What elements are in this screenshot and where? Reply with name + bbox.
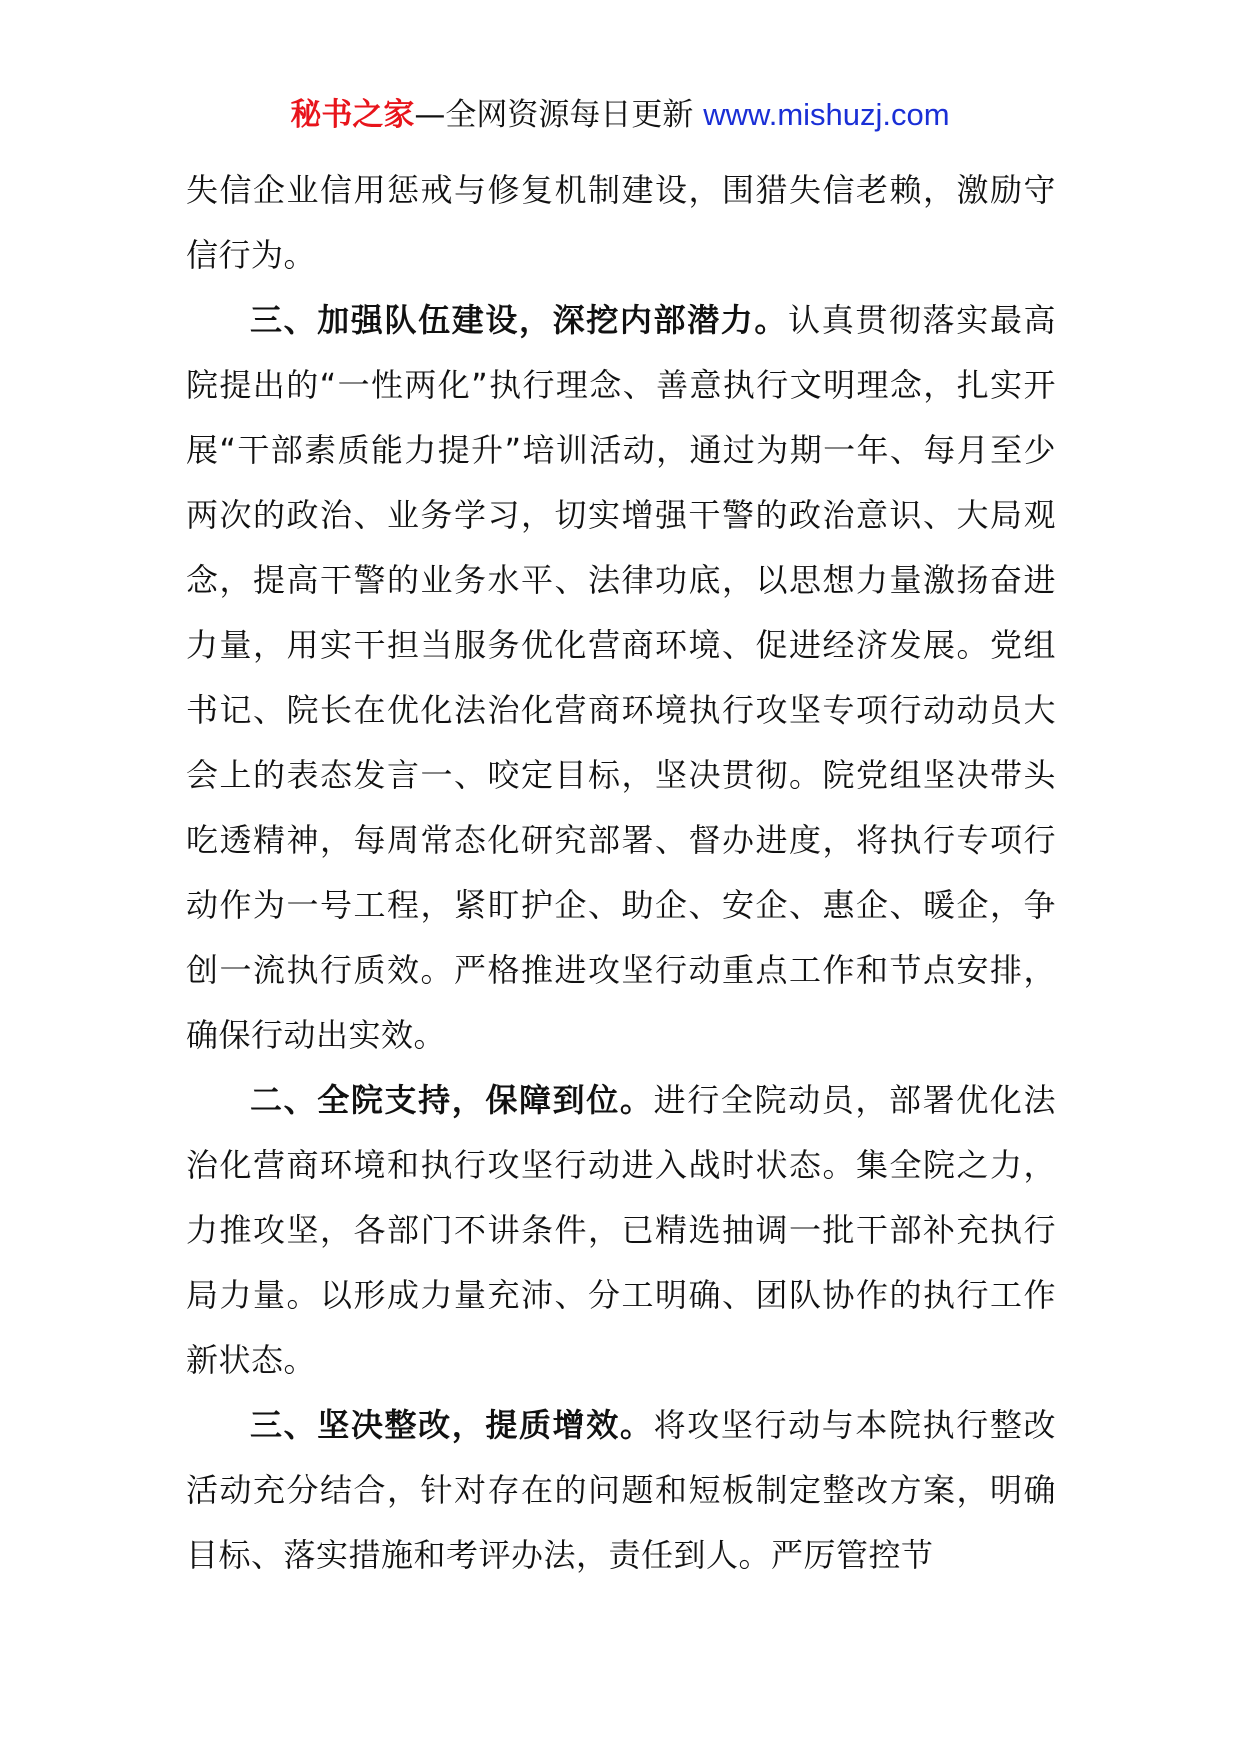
paragraph-continuation — [186, 158, 1056, 288]
paragraph-text: 失信企业信用惩戒与修复机制建设，围猎失信老赖，激励守信行为。 — [186, 171, 1056, 274]
paragraph-text: 进行全院动员，部署优化法治化营商环境和执行攻坚行动进入战时状态。集全院之力，力推攻坚，各部门不讲条件，已精选抽调一批干部补充执行局力量。以形成力量充沛、分工明确、团队协作的执行工作新状态。 — [186, 1081, 1056, 1379]
page-header — [0, 95, 1240, 135]
paragraph-heading: 三、坚决整改，提质增效。 — [250, 1406, 654, 1444]
paragraph-heading: 三、加强队伍建设，深挖内部潜力。 — [250, 301, 789, 339]
paragraph-full-support — [186, 1068, 1056, 1393]
brand-name: 秘书之家 — [290, 97, 415, 133]
document-body — [186, 158, 1056, 1588]
paragraph-team-building — [186, 288, 1056, 1068]
paragraph-heading: 二、全院支持，保障到位。 — [250, 1081, 654, 1119]
paragraph-text: 将攻坚行动与本院执行整改活动充分结合，针对存在的问题和短板制定整改方案，明确目标、落实措施和考评办法，责任到人。严厉管控节 — [186, 1406, 1056, 1574]
header-tagline: —全网资源每日更新 — [414, 97, 694, 133]
paragraph-rectification — [186, 1393, 1056, 1588]
paragraph-text: 认真贯彻落实最高院提出的“一性两化”执行理念、善意执行文明理念，扎实开展“干部素质能力提升”培训活动，通过为期一年、每月至少两次的政治、业务学习，切实增强干警的政治意识、大局观念，提高干警的业务水平、法律功底，以思想力量激扬奋进力量，用实干担当服务优化营商环境、促进经济发展。党组书记、院长在优化法治化营商环境执行攻坚专项行动动员大会上的表态发言一、咬定目标，坚决贯彻。院党组坚决带头吃透精神，每周常态化研究部署、督办进度，将执行专项行动作为一号工程，紧盯护企、助企、安企、惠企、暖企，争创一流执行质效。严格推进攻坚行动重点工作和节点安排，确保行动出实效。 — [186, 301, 1056, 1054]
site-url-link[interactable]: www.mishuzj.com — [703, 97, 950, 132]
